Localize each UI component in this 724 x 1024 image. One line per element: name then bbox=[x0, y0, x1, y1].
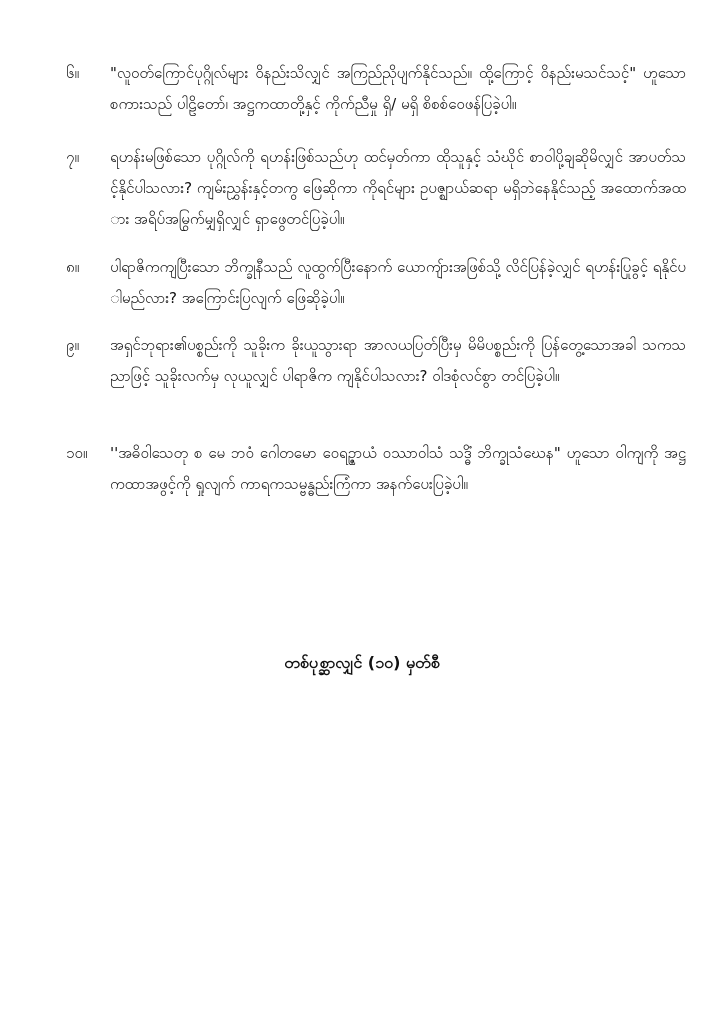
question-8 bbox=[66, 252, 686, 314]
question-text: ပါရာဇိကကျပြီးသော ဘိက္ခုနီသည် လူထွက်ပြီးနောက် ယောကျ်ားအဖြစ်သို့ လိင်ပြန်ခဲ့လျှင် ရဟန်းပြုခွင့် ရနိုင်ပါမည်လား? အကြောင်းပြလျက် ဖြေဆိုခဲ့ပါ။ bbox=[110, 258, 686, 307]
question-text: အရှင်ဘုရား၏ပစ္စည်းကို သူခိုးက ခိုးယူသွားရာ အာလယပြတ်ပြီးမှ မိမိပစ္စည်းကို ပြန်တွေ့သောအခါ သကသညာဖြင့် သူခိုးလက်မှ လုယူလျှင် ပါရာဇိက ကျနိုင်ပါသလား? ဝါဒစုံလင်စွာ တင်ပြခဲ့ပါ။ bbox=[110, 336, 686, 385]
question-9 bbox=[66, 330, 686, 392]
question-number: ၇။ bbox=[66, 148, 79, 166]
marks-note: တစ်ပုစ္ဆာလျှင် (၁၀) မှတ်စီ bbox=[284, 653, 440, 672]
question-number: ၈။ bbox=[66, 258, 80, 276]
question-10 bbox=[66, 438, 686, 500]
question-number: ၉။ bbox=[66, 336, 79, 354]
question-text: "လူဝတ်ကြောင်ပုဂ္ဂိုလ်များ ဝိနည်းသိလျှင် အကြည်ညိုပျက်နိုင်သည်။ ထို့ကြောင့် ဝိနည်းမသင်သင့်" ဟူသော စကားသည် ပါဠိတော်၊ အဋ္ဌကထာတို့နှင့် ကိုက်ညီမှု ရှိ/ မရှိ စိစစ်ဝေဖန်ပြခဲ့ပါ။ bbox=[110, 64, 686, 113]
question-7 bbox=[66, 142, 686, 235]
question-number: ၆။ bbox=[66, 64, 79, 82]
question-number: ၁၀။ bbox=[66, 444, 88, 462]
question-text: ''အဓိဝါသေတု စ မေ ဘဝံ ဂေါတမော ဝေရဉ္ဇာယံ ဝဿာဝါသံ သဒ္ဓိံ ဘိက္ခုသံဃေန" ဟူသော ဝါကျကို အဋ္ဌကထာအဖွင့်ကို ရှုလျက် ကာရကသမ္ဗန္ဓည်းကြံကာ အနက်ပေးပြခဲ့ပါ။ bbox=[110, 444, 686, 493]
question-6 bbox=[66, 58, 686, 120]
question-text: ရဟန်းမဖြစ်သော ပုဂ္ဂိုလ်ကို ရဟန်းဖြစ်သည်ဟု ထင်မှတ်ကာ ထိုသူနှင့် သံဃိုင် စာဝါပို့ချဆိုမိလျှင် အာပတ်သင့်နိုင်ပါသလား? ကျမ်းညွှန်းနှင့်တကွ ဖြေဆိုကာ ကိုရင်များ ဥပဇ္ဈာယ်ဆရာ မရှိဘဲနေနိုင်သည့် အထောက်အထား အရိပ်အမြွက်မျှရှိလျှင် ရှာဖွေတင်ပြခဲ့ပါ။ bbox=[110, 148, 686, 228]
